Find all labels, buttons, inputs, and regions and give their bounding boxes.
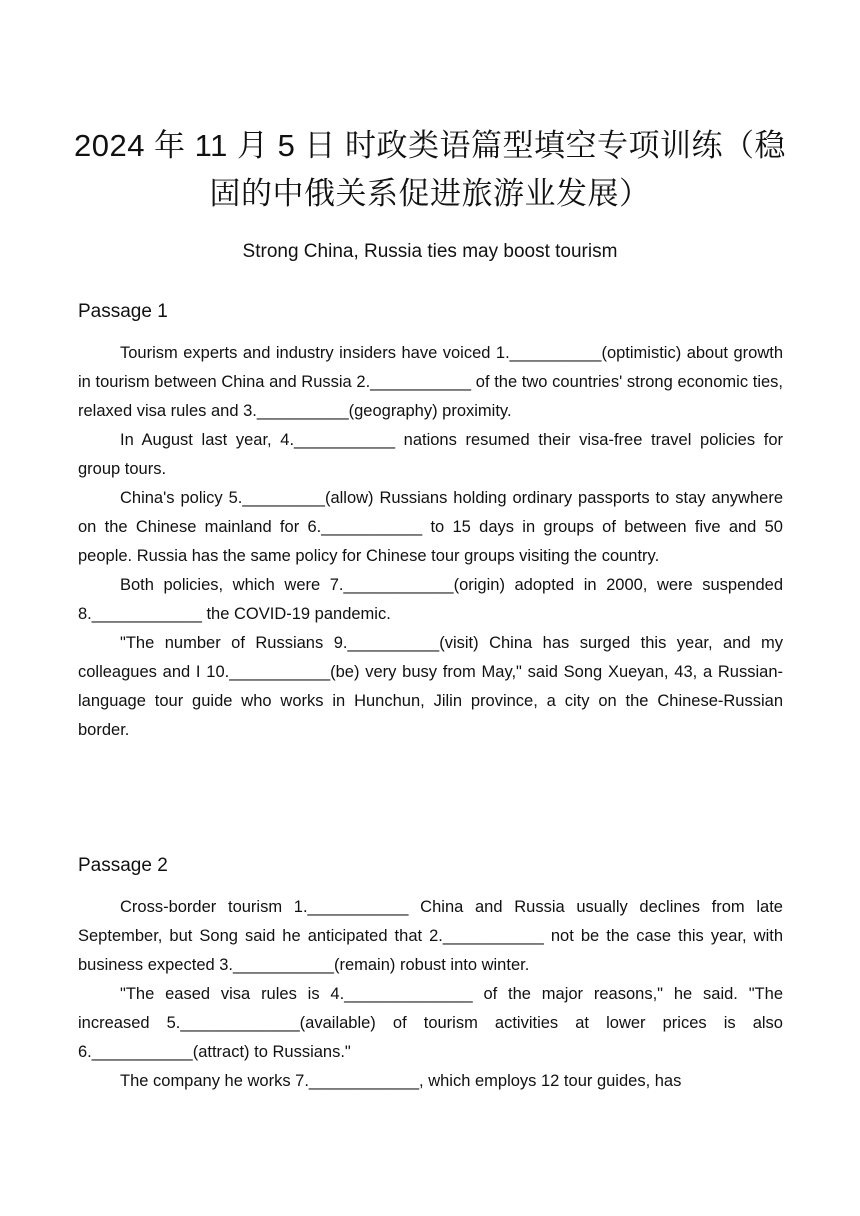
title-line-2: 固的中俄关系促进旅游业发展） [209, 176, 651, 211]
passage-1-paragraph-4: Both policies, which were 7.____________(origin) adopted in 2000, were suspended 8.____________ the COVID-19 pandemic. [78, 576, 783, 623]
passage-1-paragraph-5: "The number of Russians 9.__________(visit) China has surged this year, and my colleagues and I 10.___________(be) very busy from May," said Song Xueyan, 43, a Russian-language tour guide who works in Hunchun, Jilin province, a city on the Chinese-Russian border. [78, 634, 783, 739]
passage-1-paragraph-2: In August last year, 4.___________ nations resumed their visa-free travel policies for group tours. [78, 431, 783, 478]
passage-1-body [78, 339, 783, 745]
passage-2-paragraph-2: "The eased visa rules is 4.______________ of the major reasons," he said. "The increased 5._____________(available) of tourism activities at lower prices is also 6.___________(attract) to Russians." [78, 985, 783, 1061]
passage-1-paragraph-1: Tourism experts and industry insiders have voiced 1.__________(optimistic) about growth in tourism between China and Russia 2.___________ of the two countries' strong economic ties, relaxed visa rules and 3.__________(geography) proximity. [78, 344, 783, 420]
passage-1-paragraph-3: China's policy 5._________(allow) Russians holding ordinary passports to stay anywhere on the Chinese mainland for 6.___________ to 15 days in groups of between five and 50 people. Russia has the same policy for Chinese tour groups visiting the country. [78, 489, 783, 565]
passage-2-heading: Passage 2 [78, 855, 168, 876]
passage-2-paragraph-1: Cross-border tourism 1.___________ China and Russia usually declines from late September, but Song said he anticipated that 2.___________ not be the case this year, with business expected 3.___________(remain) robust into winter. [78, 898, 783, 974]
passage-2-paragraph-3: The company he works 7.____________, which employs 12 tour guides, has [120, 1072, 682, 1090]
document-title [60, 122, 800, 218]
article-subtitle: Strong China, Russia ties may boost tourism [242, 241, 618, 262]
title-line-1: 2024 年 11 月 5 日 时政类语篇型填空专项训练（稳 [73, 128, 787, 163]
passage-1-heading: Passage 1 [78, 301, 168, 322]
passage-2-body [78, 893, 783, 1096]
